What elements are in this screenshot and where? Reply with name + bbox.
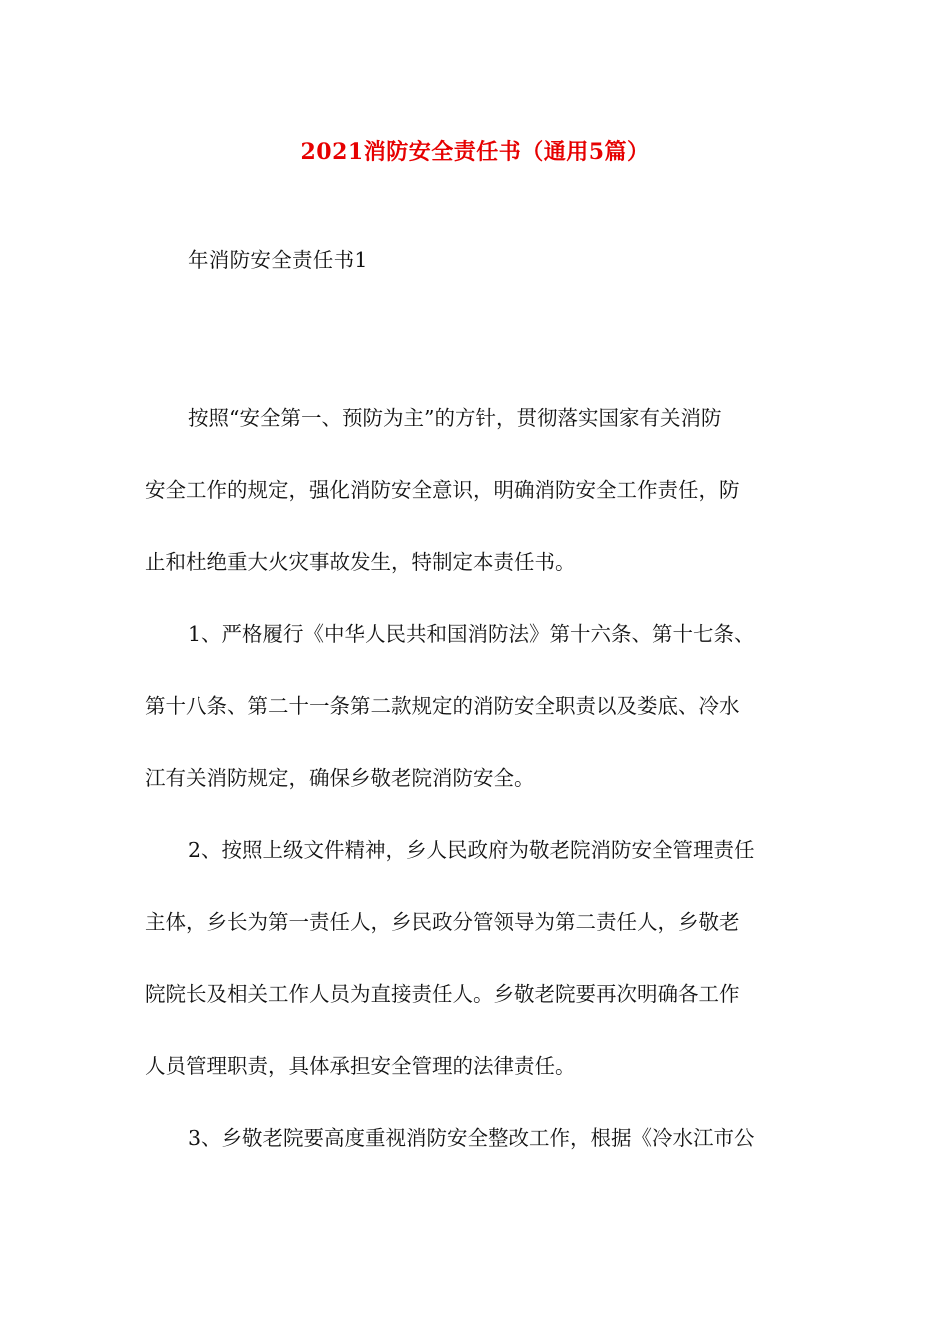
paragraph-line: 止和杜绝重大火灾事故发生，特制定本责任书。	[145, 550, 576, 574]
paragraph-1	[145, 382, 805, 598]
paragraph-line: 人员管理职责，具体承担安全管理的法律责任。	[145, 1054, 576, 1078]
paragraph-line: 3、乡敬老院要高度重视消防安全整改工作，根据《冷水江市公	[188, 1126, 755, 1150]
paragraph-2	[145, 598, 805, 814]
paragraph-4	[145, 1102, 805, 1174]
paragraph-line: 安全工作的规定，强化消防安全意识，明确消防安全工作责任，防	[145, 478, 740, 502]
paragraph-line: 第十八条、第二十一条第二款规定的消防安全职责以及娄底、冷水	[145, 694, 740, 718]
section-heading: 年消防安全责任书1	[188, 248, 368, 272]
paragraph-line: 江有关消防规定，确保乡敬老院消防安全。	[145, 766, 535, 790]
document-title: 2021消防安全责任书（通用5篇）	[300, 139, 650, 165]
paragraph-line: 1、严格履行《中华人民共和国消防法》第十六条、第十七条、	[188, 622, 755, 646]
paragraph-line: 院院长及相关工作人员为直接责任人。乡敬老院要再次明确各工作	[145, 982, 740, 1006]
paragraph-line: 2、按照上级文件精神，乡人民政府为敬老院消防安全管理责任	[188, 838, 755, 862]
paragraph-line: 主体，乡长为第一责任人，乡民政分管领导为第二责任人，乡敬老	[145, 910, 740, 934]
document-body	[145, 382, 805, 1174]
paragraph-line: 按照“安全第一、预防为主”的方针，贯彻落实国家有关消防	[188, 406, 722, 430]
paragraph-3	[145, 814, 805, 1102]
